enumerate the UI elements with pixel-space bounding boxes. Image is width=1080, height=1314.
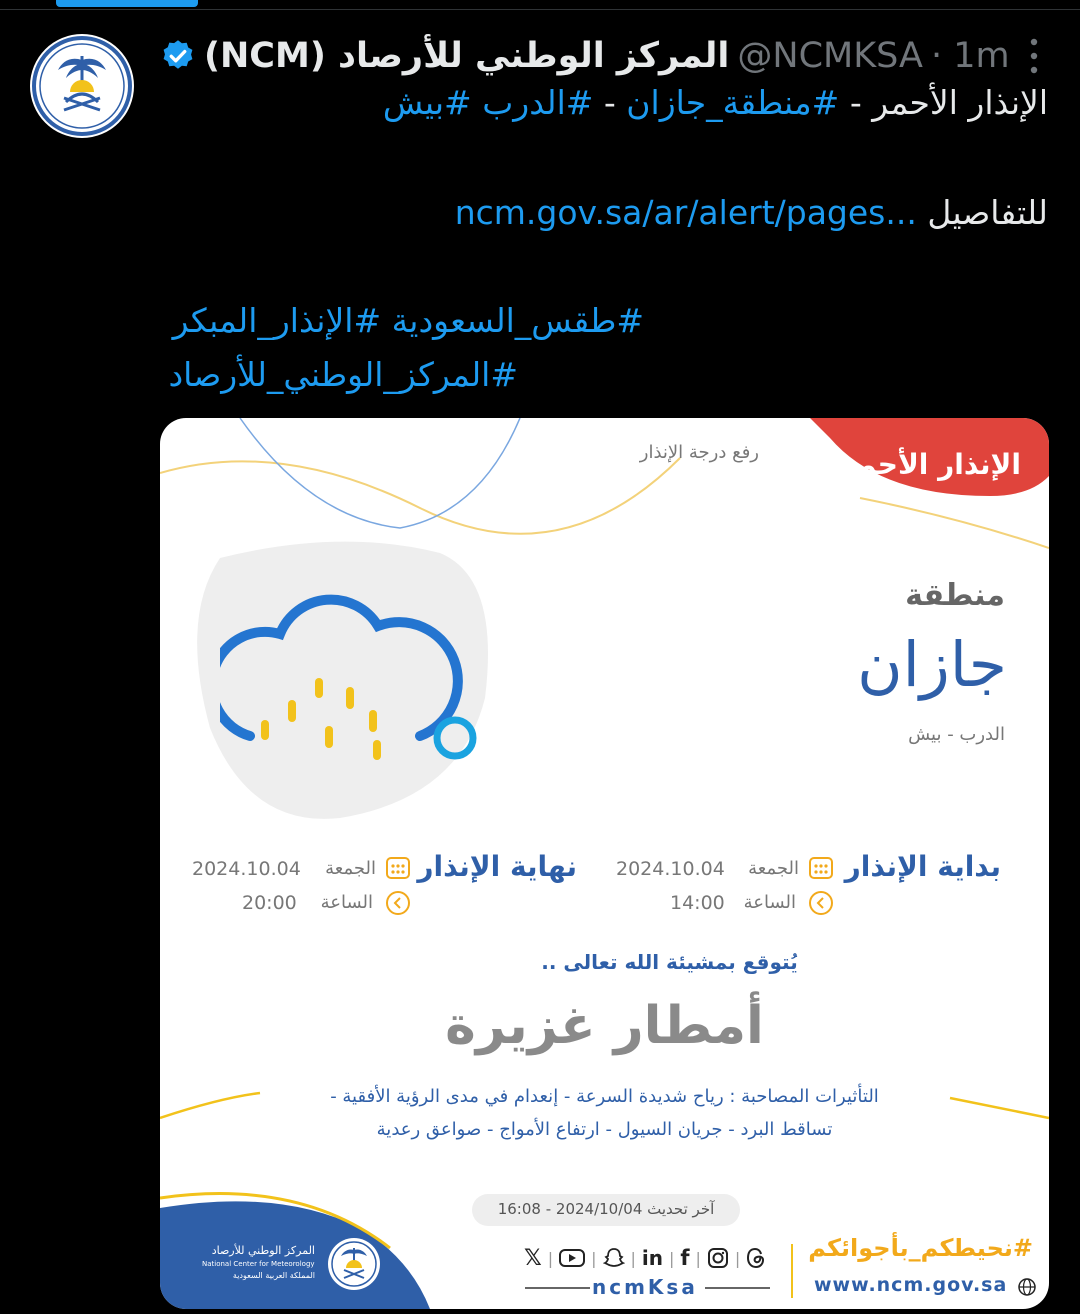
end-time-label: الساعة [320,892,373,913]
start-time: 14:00 [670,892,725,914]
tweet-header [160,30,1050,82]
separator: - [593,83,627,122]
hashtag-aldarb[interactable]: #الدرب [482,83,594,122]
alert-image-card[interactable] [160,418,1049,1309]
display-name[interactable]: المركز الوطني للأرصاد (NCM) [204,36,730,76]
calendar-icon [808,854,834,880]
hashtag-ncm[interactable]: #المركز_الوطني_للأرصاد [168,355,518,394]
details-link[interactable]: ncm.gov.sa/ar/alert/pages... [454,193,917,232]
tweet-details-line [148,192,1048,234]
effects-line-1: التأثيرات المصاحبة : رياح شديدة السرعة - إنعدام في مدى الرؤية الأفقية - [330,1086,879,1107]
org-name-ar: المركز الوطني للأرصاد [211,1244,315,1257]
globe-icon [1018,1278,1036,1296]
verified-badge-icon [160,38,196,74]
ncm-logo-icon [30,34,134,138]
end-date: 2024.10.04 [192,858,301,880]
handle[interactable]: @NCMKSA [737,36,923,76]
expect-text: يُتوقع بمشيئة الله تعالى .. [541,950,798,974]
instagram-icon[interactable] [707,1247,729,1269]
raise-label: رفع درجة الإنذار [639,442,759,463]
facebook-icon[interactable]: f [680,1246,690,1270]
tweet-line-1 [148,82,1048,124]
start-time-label: الساعة [743,892,796,913]
social-handle: ncmKsa [592,1275,698,1299]
progress-fill [56,0,198,7]
alert-text: الإنذار الأحمر - [839,83,1048,122]
start-date: 2024.10.04 [616,858,725,880]
hashtags-line-2 [118,354,518,396]
space [472,83,483,122]
details-label: للتفاصيل [916,193,1048,232]
end-day: الجمعة [325,858,376,879]
org-country: المملكة العربية السعودية [232,1271,315,1280]
hashtags-line-1 [144,300,644,342]
hashtag-baish[interactable]: #بيش [382,83,472,122]
last-update: آخر تحديث 2024/10/04 - 16:08 [497,1200,715,1218]
end-title: نهاية الإنذار [417,850,577,883]
region-label: منطقة [905,578,1005,613]
top-progress-bar [0,0,1080,10]
region-name: جازان [857,628,1007,701]
end-time: 20:00 [242,892,297,914]
alert-level: الإنذار الأحمر [841,448,1021,481]
effects-line-2: تساقط البرد - جريان السيول - ارتفاع الأمواج - صواعق رعدية [376,1119,833,1140]
headline: أمطار غزيرة [445,996,764,1056]
start-title: بداية الإنذار [844,850,1001,883]
website[interactable]: www.ncm.gov.sa [814,1274,1008,1296]
clock-icon [385,890,411,916]
start-day: الجمعة [748,858,799,879]
calendar-icon [385,854,411,880]
hashtags-saudi-weather[interactable]: #طقس_السعودية #الإنذار_المبكر [172,301,644,340]
threads-icon[interactable] [746,1247,766,1269]
snapchat-icon[interactable] [603,1247,625,1269]
more-options-icon[interactable] [1026,36,1042,76]
avatar[interactable] [30,34,134,138]
linkedin-icon[interactable]: in [641,1246,663,1270]
areas: الدرب - بيش [908,724,1005,745]
hashtag-jazan[interactable]: #منطقة_جازان [626,83,840,122]
rain-cloud-icon [220,566,490,766]
clock-icon [808,890,834,916]
youtube-icon[interactable] [559,1248,585,1268]
timestamp[interactable]: · 1m [931,36,1010,76]
ncm-logo-icon [326,1236,382,1292]
org-name-en: National Center for Meteorology [202,1260,315,1268]
social-icons: 𝕏 | | | in | f | | [524,1244,774,1272]
x-icon[interactable]: 𝕏 [524,1245,542,1271]
slogan: #نحيطكم_بأجوائكم [808,1234,1033,1262]
